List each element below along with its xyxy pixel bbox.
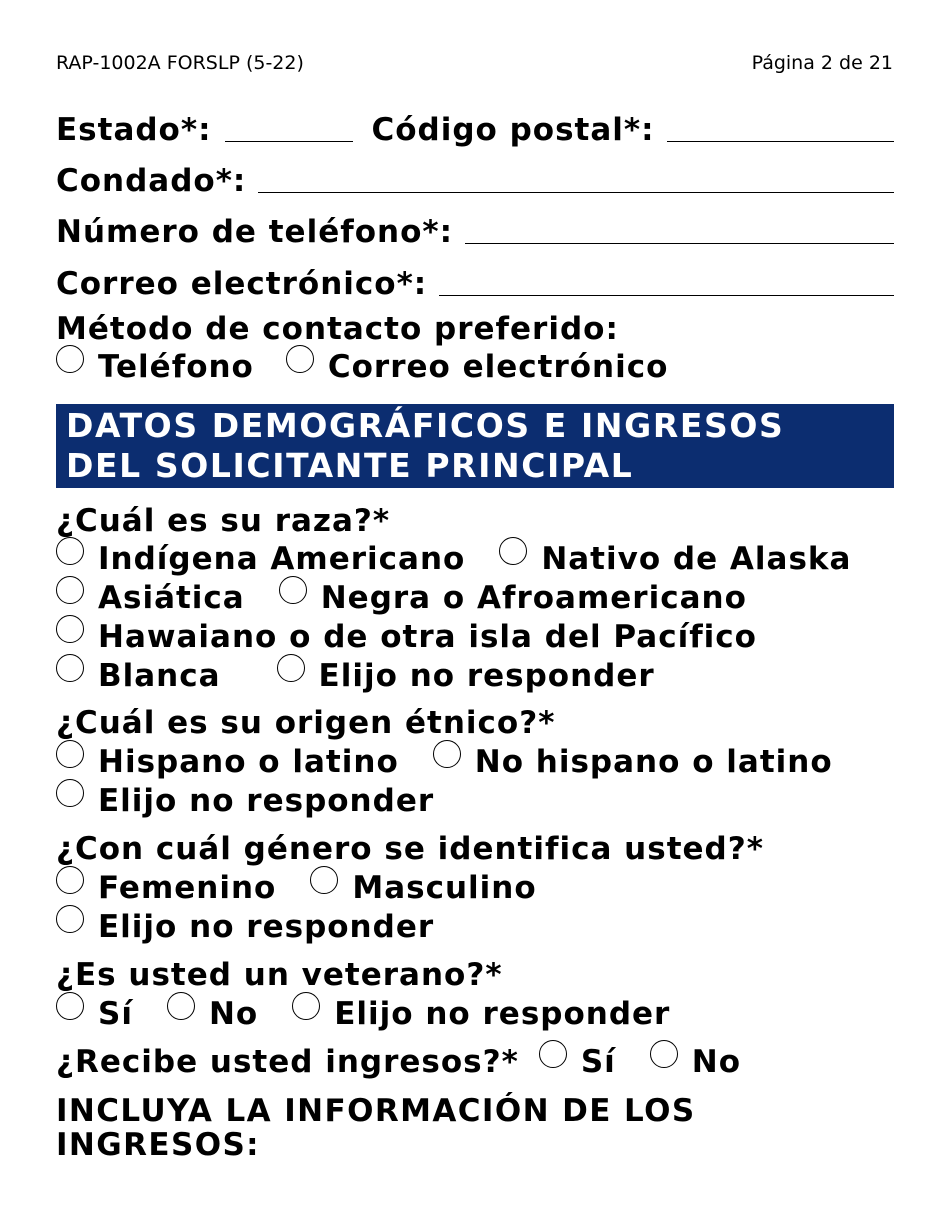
- raza-no-responder-option[interactable]: Elijo no responder: [277, 658, 655, 694]
- correo-label: Correo electrónico*:: [56, 266, 428, 302]
- telefono-row: [56, 208, 894, 248]
- ingresos-info-line-1: INCLUYA LA INFORMACIÓN DE LOS: [56, 1093, 696, 1129]
- radio-icon[interactable]: [56, 779, 84, 807]
- telefono-label: Número de teléfono*:: [56, 214, 453, 250]
- genero-options-row-2: [56, 908, 434, 946]
- correo-row: [56, 260, 894, 300]
- section-banner: [56, 404, 894, 488]
- raza-options-row-1: [56, 540, 851, 578]
- ingresos-row: [56, 1043, 741, 1081]
- radio-icon[interactable]: [286, 345, 314, 373]
- radio-icon[interactable]: [292, 992, 320, 1020]
- correo-field[interactable]: [439, 295, 894, 296]
- radio-icon[interactable]: [56, 992, 84, 1020]
- ingresos-si-option[interactable]: Sí: [539, 1044, 616, 1080]
- raza-options-row-3: [56, 618, 757, 656]
- page-number: Página 2 de 21: [751, 52, 893, 74]
- radio-icon[interactable]: [499, 537, 527, 565]
- etnico-question: ¿Cuál es su origen étnico?*: [56, 705, 556, 741]
- radio-icon[interactable]: [56, 905, 84, 933]
- genero-question: ¿Con cuál género se identifica usted?*: [56, 831, 764, 867]
- genero-options-row-1: [56, 869, 537, 907]
- radio-icon[interactable]: [56, 537, 84, 565]
- ingresos-question: ¿Recibe usted ingresos?*: [56, 1043, 519, 1080]
- metodo-correo-option[interactable]: Correo electrónico: [286, 349, 669, 385]
- veterano-si-option[interactable]: Sí: [56, 996, 133, 1032]
- radio-icon[interactable]: [650, 1040, 678, 1068]
- ingresos-no-option[interactable]: No: [650, 1044, 741, 1080]
- radio-icon[interactable]: [433, 740, 461, 768]
- codigo-postal-label: Código postal*:: [371, 112, 655, 148]
- raza-negra-option[interactable]: Negra o Afroamericano: [279, 580, 747, 616]
- raza-options-row-4: [56, 657, 655, 695]
- metodo-telefono-option[interactable]: Teléfono: [56, 349, 254, 385]
- veterano-options: [56, 995, 670, 1033]
- codigo-postal-field[interactable]: [667, 141, 894, 142]
- radio-icon[interactable]: [310, 866, 338, 894]
- raza-nativo-alaska-option[interactable]: Nativo de Alaska: [499, 541, 851, 577]
- etnico-no-responder-option[interactable]: Elijo no responder: [56, 783, 434, 819]
- raza-asiatica-option[interactable]: Asiática: [56, 580, 245, 616]
- veterano-question: ¿Es usted un veterano?*: [56, 957, 503, 993]
- condado-label: Condado*:: [56, 163, 247, 199]
- banner-line-2: DEL SOLICITANTE PRINCIPAL: [66, 446, 634, 485]
- telefono-field[interactable]: [465, 243, 894, 244]
- estado-row: [56, 106, 894, 146]
- metodo-options: [56, 348, 668, 386]
- condado-row: [56, 157, 894, 197]
- radio-icon[interactable]: [56, 740, 84, 768]
- metodo-contacto-label: Método de contacto preferido:: [56, 311, 619, 347]
- radio-icon[interactable]: [56, 654, 84, 682]
- etnico-no-hispano-option[interactable]: No hispano o latino: [433, 744, 833, 780]
- ingresos-info-line-2: INGRESOS:: [56, 1127, 260, 1163]
- radio-icon[interactable]: [167, 992, 195, 1020]
- genero-no-responder-option[interactable]: Elijo no responder: [56, 909, 434, 945]
- radio-icon[interactable]: [277, 654, 305, 682]
- estado-label: Estado*:: [56, 112, 212, 148]
- form-id: RAP-1002A FORSLP (5-22): [56, 52, 304, 74]
- radio-icon[interactable]: [56, 345, 84, 373]
- raza-indigena-option[interactable]: Indígena Americano: [56, 541, 465, 577]
- estado-field[interactable]: [225, 141, 353, 142]
- radio-icon[interactable]: [279, 576, 307, 604]
- raza-options-row-2: [56, 579, 747, 617]
- ingresos-info-heading: [56, 1094, 696, 1162]
- radio-icon[interactable]: [56, 615, 84, 643]
- genero-masculino-option[interactable]: Masculino: [310, 870, 536, 906]
- radio-icon[interactable]: [539, 1040, 567, 1068]
- condado-field[interactable]: [258, 192, 894, 193]
- genero-femenino-option[interactable]: Femenino: [56, 870, 276, 906]
- banner-line-1: DATOS DEMOGRÁFICOS E INGRESOS: [66, 406, 785, 445]
- raza-blanca-option[interactable]: Blanca: [56, 658, 221, 694]
- etnico-hispano-option[interactable]: Hispano o latino: [56, 744, 399, 780]
- veterano-no-responder-option[interactable]: Elijo no responder: [292, 996, 670, 1032]
- veterano-no-option[interactable]: No: [167, 996, 258, 1032]
- raza-hawaiano-option[interactable]: Hawaiano o de otra isla del Pacífico: [56, 619, 757, 655]
- radio-icon[interactable]: [56, 576, 84, 604]
- radio-icon[interactable]: [56, 866, 84, 894]
- etnico-options-row-1: [56, 743, 833, 781]
- raza-question: ¿Cuál es su raza?*: [56, 503, 391, 539]
- etnico-options-row-2: [56, 782, 434, 820]
